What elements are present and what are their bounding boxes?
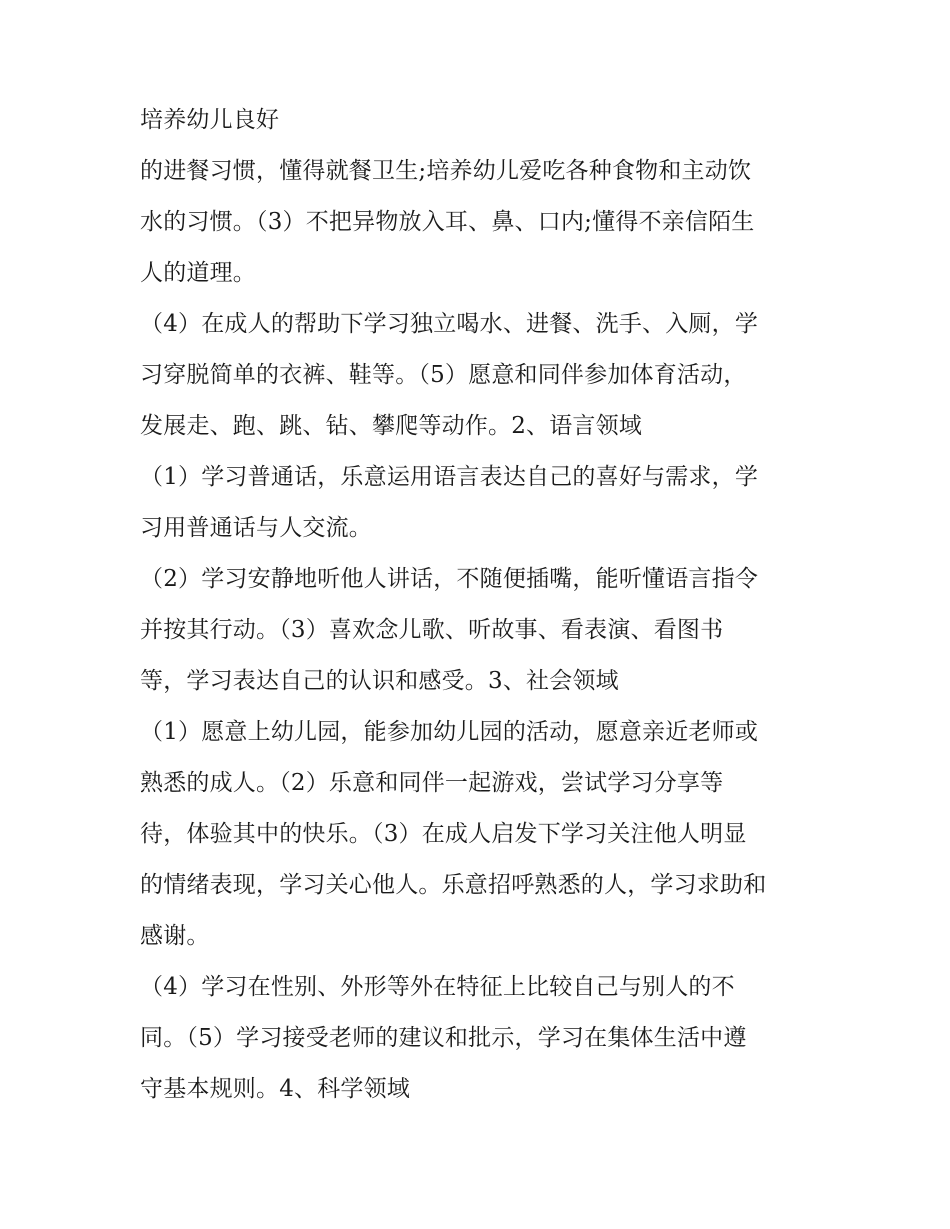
text-line: 等，学习表达自己的认识和感受。3、社会领域 — [140, 668, 619, 694]
text-line: （1）愿意上幼儿园，能参加幼儿园的活动，愿意亲近老师或 — [140, 719, 759, 745]
text-line: （2）学习安静地听他人讲话，不随便插嘴，能听懂语言指令 — [140, 566, 759, 592]
text-line: 人的道理。 — [140, 260, 256, 286]
text-line: 发展走、跑、跳、钻、攀爬等动作。2、语言领域 — [140, 413, 643, 439]
text-line: 守基本规则。4、科学领域 — [140, 1076, 411, 1102]
text-line: （4）学习在性别、外形等外在特征上比较自己与别人的不 — [140, 974, 735, 1000]
text-line: 习用普通话与人交流。 — [140, 515, 372, 541]
text-line: 熟悉的成人。（2）乐意和同伴一起游戏，尝试学习分享等 — [140, 770, 724, 796]
text-line: 同。（5）学习接受老师的建议和批示，学习在集体生活中遵 — [140, 1025, 747, 1051]
text-line: 培养幼儿良好 — [140, 107, 280, 133]
text-line: 并按其行动。（3）喜欢念儿歌、听故事、看表演、看图书 — [140, 617, 724, 643]
text-line: （4）在成人的帮助下学习独立喝水、进餐、洗手、入厕，学 — [140, 311, 759, 337]
text-line: 的情绪表现，学习关心他人。乐意招呼熟悉的人，学习求助和 — [140, 872, 767, 898]
text-line: 待，体验其中的快乐。（3）在成人启发下学习关注他人明显 — [140, 821, 747, 847]
text-line: 感谢。 — [140, 923, 210, 949]
text-line: 水的习惯。（3）不把异物放入耳、鼻、口内;懂得不亲信陌生 — [140, 209, 755, 235]
text-line: 习穿脱简单的衣裤、鞋等。（5）愿意和同伴参加体育活动， — [140, 362, 747, 388]
text-line: 的进餐习惯，懂得就餐卫生;培养幼儿爱吃各种食物和主动饮 — [140, 158, 752, 184]
text-line: （1）学习普通话，乐意运用语言表达自己的喜好与需求，学 — [140, 464, 759, 490]
